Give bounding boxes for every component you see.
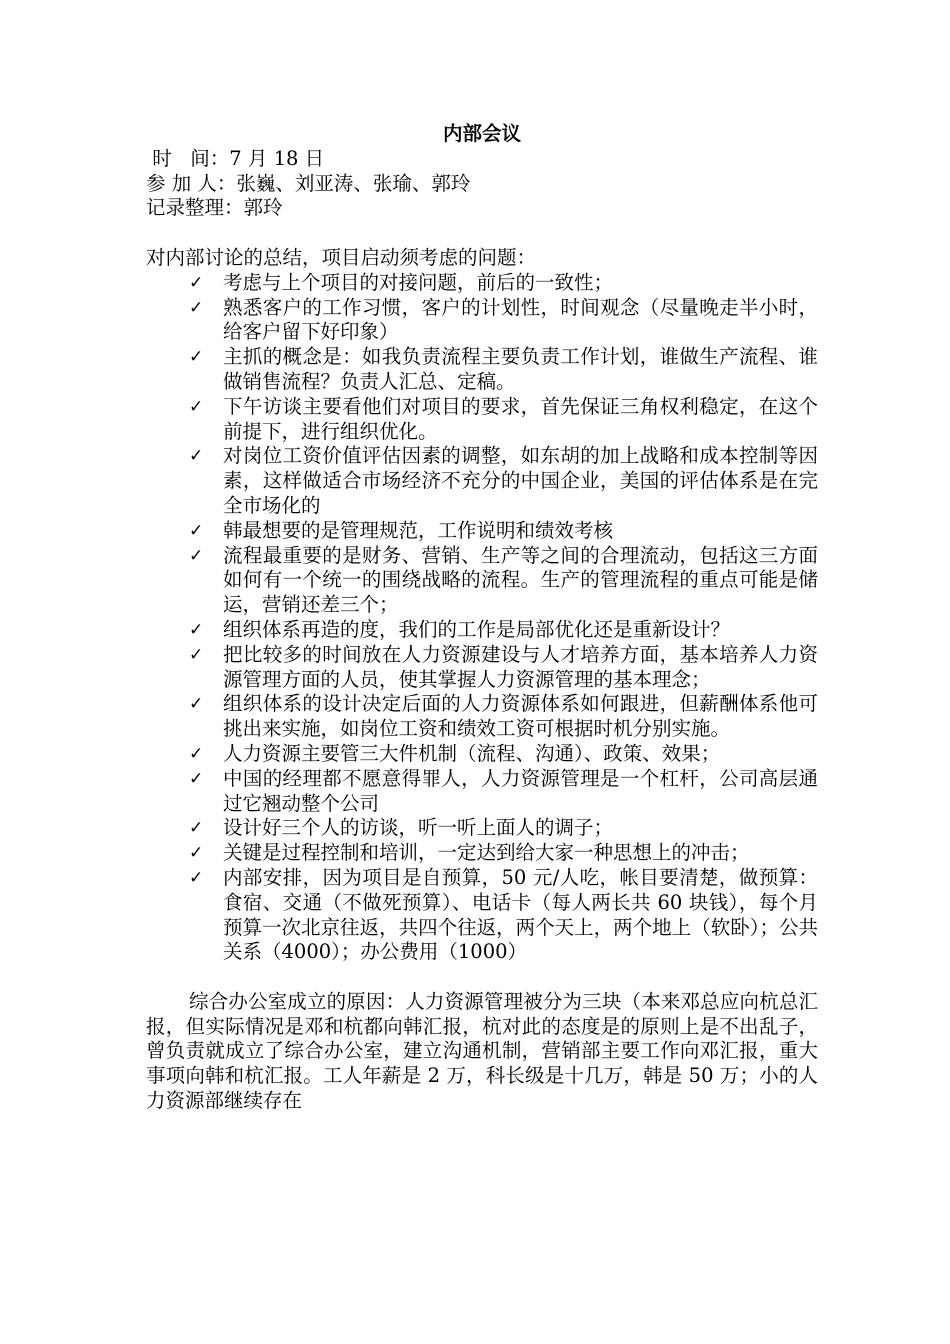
list-item xyxy=(189,816,818,841)
check-icon: ✓ xyxy=(189,297,204,318)
list-item-text: 熟悉客户的工作习惯，客户的计划性，时间观念（尽量晚走半小时，给客户留下好印象） xyxy=(223,295,818,344)
list-item xyxy=(189,841,818,866)
meeting-time: 时 间：7 月 18 日 xyxy=(146,146,325,170)
list-item xyxy=(189,444,818,518)
document-title: 内部会议 xyxy=(442,122,521,145)
list-item-text: 下午访谈主要看他们对项目的要求，首先保证三角权利稳定，在这个前提下，进行组织优化。 xyxy=(223,394,818,443)
check-icon: ✓ xyxy=(189,644,204,665)
list-item xyxy=(189,518,818,544)
list-item xyxy=(189,345,818,395)
blank-line xyxy=(146,221,818,246)
list-item xyxy=(189,692,818,742)
list-item-text: 流程最重要的是财务、营销、生产等之间的合理流动，包括这三方面如何有一个统一的围绕战略的流程。生产的管理流程的重点可能是储运，营销还差三个； xyxy=(223,543,818,617)
check-icon: ✓ xyxy=(189,694,204,715)
list-item-text: 组织体系的设计决定后面的人力资源体系如何跟进，但薪酬体系他可挑出来实施，如岗位工资和绩效工资可根据时机分别实施。 xyxy=(223,692,818,741)
checklist xyxy=(146,271,818,965)
list-item-text: 关键是过程控制和培训，一定达到给大家一种思想上的冲击； xyxy=(223,841,750,865)
check-icon: ✓ xyxy=(189,446,204,467)
check-icon: ✓ xyxy=(189,843,204,864)
list-item-text: 设计好三个人的访谈，听一听上面人的调子； xyxy=(223,816,614,840)
list-item xyxy=(189,295,818,346)
list-item xyxy=(189,543,818,618)
check-icon: ✓ xyxy=(189,768,204,789)
list-item xyxy=(189,766,818,817)
list-item xyxy=(189,642,818,693)
summary-intro: 对内部讨论的总结，项目启动须考虑的问题： xyxy=(146,245,537,269)
check-icon: ✓ xyxy=(189,619,204,640)
document-page xyxy=(146,122,818,1114)
list-item-text: 考虑与上个项目的对接问题，前后的一致性； xyxy=(223,270,614,294)
list-item-text: 中国的经理都不愿意得罪人，人力资源管理是一个杠杆，公司高层通过它翘动整个公司 xyxy=(223,766,818,815)
check-icon: ✓ xyxy=(189,867,204,888)
meeting-attendees: 参 加 人：张巍、刘亚涛、张瑜、郭玲 xyxy=(146,171,471,195)
list-item-text: 对岗位工资价值评估因素的调整，如东胡的加上战略和成本控制等因素，这样做适合市场经济不充分的中国企业，美国的评估体系是在完全市场化的 xyxy=(223,444,818,517)
list-item-text: 内部安排，因为项目是自预算，50 元/人吃，帐目要清楚，做预算：食宿、交通（不做死预算）、电话卡（每人两长共 60 块钱），每个月预算一次北京往返，共四个往返，两个天上，两个地上（软卧）；公共关系（4000）；办公费用（1000） xyxy=(223,865,818,964)
list-item xyxy=(189,617,818,643)
list-item-text: 组织体系再造的度，我们的工作是局部优化还是重新设计？ xyxy=(223,617,731,641)
closing-paragraph: 综合办公室成立的原因：人力资源管理被分为三块（本来邓总应向杭总汇报，但实际情况是邓和杭都向韩汇报，杭对此的态度是的原则上是不出乱子，曾负责就成立了综合办公室，建立沟通机制，营销部主要工作向邓汇报，重大事项向韩和杭汇报。工人年薪是 2 万，科长级是十几万，韩是 50 万；小的人力资源部继续存在 xyxy=(146,989,818,1113)
check-icon: ✓ xyxy=(189,818,204,839)
check-icon: ✓ xyxy=(189,347,204,368)
list-item-text: 人力资源主要管三大件机制（流程、沟通）、政策、效果； xyxy=(223,741,721,765)
check-icon: ✓ xyxy=(189,396,204,417)
list-item xyxy=(189,270,818,296)
check-icon: ✓ xyxy=(189,545,204,566)
check-icon: ✓ xyxy=(189,743,204,764)
check-icon: ✓ xyxy=(189,272,204,293)
list-item xyxy=(189,394,818,445)
list-item-text: 韩最想要的是管理规范，工作说明和绩效考核 xyxy=(223,518,614,542)
blank-line xyxy=(146,965,818,990)
list-item-text: 把比较多的时间放在人力资源建设与人才培养方面，基本培养人力资源管理方面的人员，使其掌握人力资源管理的基本理念； xyxy=(223,642,818,691)
list-item-text: 主抓的概念是：如我负责流程主要负责工作计划，谁做生产流程、谁做销售流程？负责人汇总、定稿。 xyxy=(223,345,818,393)
check-icon: ✓ xyxy=(189,520,204,541)
list-item xyxy=(189,865,818,965)
meeting-recorder: 记录整理：郭玲 xyxy=(146,196,283,220)
list-item xyxy=(189,741,818,767)
